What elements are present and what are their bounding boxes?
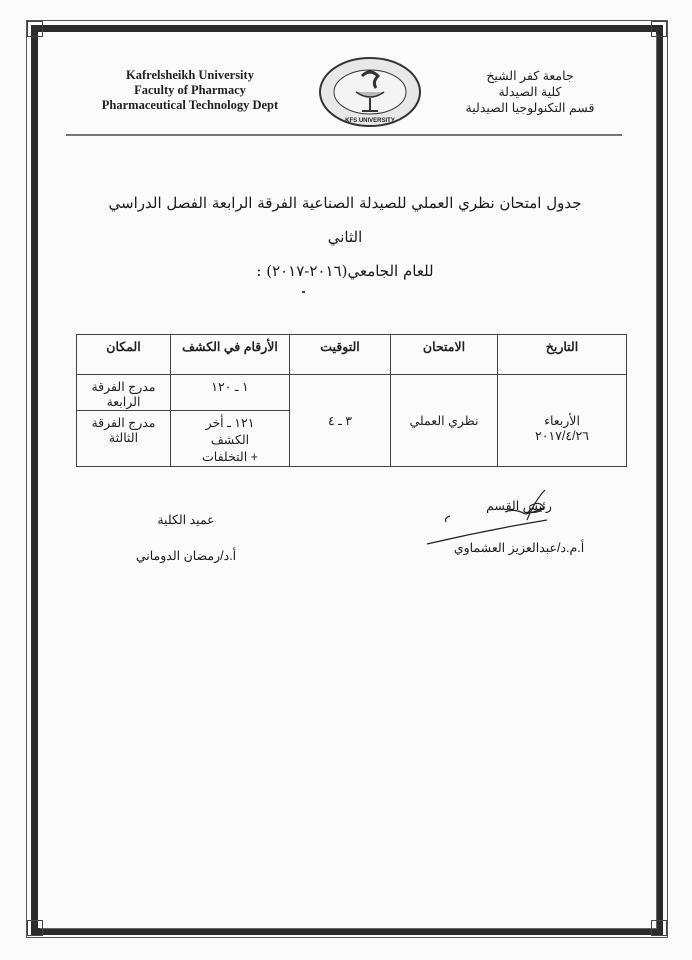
dean-signature-block (116, 502, 256, 574)
table-header-row (77, 335, 627, 375)
border-corner-ornament (651, 21, 667, 37)
time-cell: ٣ ـ ٤ (290, 375, 391, 467)
numbers-cell (171, 411, 290, 467)
exam-cell: نظري العملي (391, 375, 498, 467)
title-line-2: للعام الجامعي(٢٠١٦-٢٠١٧) : (256, 262, 434, 280)
department-name-ar: قسم التكنولوجيا الصيدلية (465, 101, 595, 115)
header-numbers: الأرقام في الكشف (171, 335, 290, 375)
university-name-en: Kafrelsheikh University (126, 68, 254, 82)
header-exam: الامتحان (391, 335, 498, 375)
faculty-logo-icon (318, 56, 422, 128)
border-corner-ornament (27, 920, 43, 936)
header-date: التاريخ (498, 335, 627, 375)
title-line-1: جدول امتحان نظري العملي للصيدلة الصناعية الفرقة الرابعة الفصل الدراسي الثاني (108, 194, 582, 246)
department-name-en: Pharmaceutical Technology Dept (101, 98, 279, 112)
dept-head-signature-block (444, 496, 594, 558)
dean-name: أ.د/رمضان الدوماني (135, 549, 237, 563)
document-title (90, 186, 600, 288)
exam-schedule-table (76, 334, 627, 467)
svg-text:KFS UNIVERSITY: KFS UNIVERSITY (345, 118, 395, 124)
place-cell: مدرج الفرقة الرابعة (77, 375, 171, 411)
place-cell: مدرج الفرقة الثالثة (77, 411, 171, 467)
date-cell (498, 375, 627, 467)
border-corner-ornament (651, 920, 667, 936)
header-time: التوقيت (290, 335, 391, 375)
table-row (77, 375, 627, 411)
dean-title: عميد الكلية (157, 513, 215, 527)
border-corner-ornament (27, 21, 43, 37)
date-value: ٢٠١٧/٤/٢٦ (535, 428, 589, 443)
page-border-inner (40, 34, 657, 929)
stray-mark (302, 291, 305, 293)
numbers-line: + التخلفات (202, 450, 258, 464)
header-english (90, 68, 290, 113)
numbers-cell (171, 375, 290, 411)
faculty-name-en: Faculty of Pharmacy (134, 83, 246, 97)
numbers-line: ١٢١ ـ أخر (205, 416, 255, 430)
header-arabic (455, 68, 605, 116)
date-day: الأربعاء (544, 413, 580, 428)
header-divider (66, 134, 622, 136)
numbers-line: الكشف (210, 433, 250, 447)
faculty-name-ar: كلية الصيدلة (498, 85, 562, 99)
university-name-ar: جامعة كفر الشيخ (486, 69, 574, 83)
numbers-line: ١ ـ ١٢٠ (211, 380, 249, 394)
dept-head-name: أ.م.د/عبدالعزيز العشماوي (453, 541, 585, 555)
header-place: المكان (77, 335, 171, 375)
dept-head-title: رئيس القسم (486, 499, 552, 513)
